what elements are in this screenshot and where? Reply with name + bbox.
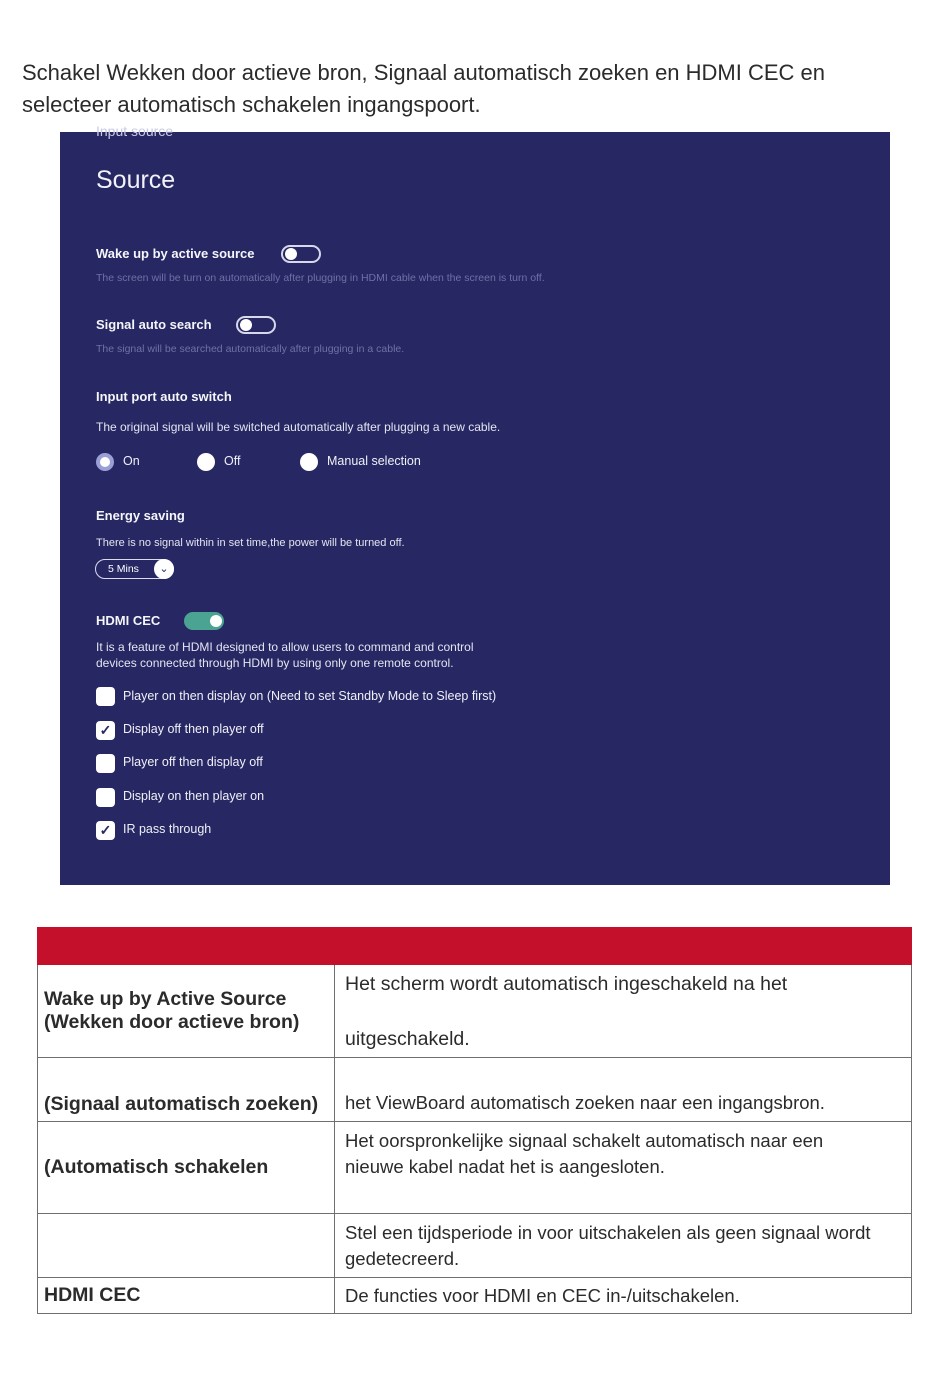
value-line: gedetecreerd.	[345, 1247, 460, 1269]
panel-breadcrumb: Input source	[96, 123, 174, 139]
cec-option-label-4: Display on then player on	[123, 789, 265, 803]
radio-off-label: Off	[224, 454, 241, 468]
cec-option-label-5: IR pass through	[123, 822, 212, 836]
table-row	[38, 1278, 912, 1314]
key-line: Wake up by Active Source	[44, 988, 287, 1010]
signal-label: Signal auto search	[96, 317, 212, 332]
cec-option-label-3: Player off then display off	[123, 755, 263, 769]
signal-toggle[interactable]	[236, 316, 276, 334]
key-line: (Wekken door actieve bron)	[44, 1011, 300, 1033]
check-icon: ✓	[99, 822, 112, 838]
dropdown-value: 5 Mins	[108, 563, 139, 575]
settings-description-table	[37, 927, 912, 1314]
value-line: Stel een tijdsperiode in voor uitschakelen als geen signaal wordt	[345, 1221, 871, 1243]
radio-manual-label: Manual selection	[327, 454, 421, 468]
cec-option-checkbox-2[interactable]	[96, 721, 115, 740]
wake-label: Wake up by active source	[96, 246, 255, 261]
table-key-cell: (Signaal automatisch zoeken)	[38, 1058, 335, 1122]
cec-description-line-2: devices connected through HDMI by using only one remote control.	[96, 656, 454, 670]
cec-label: HDMI CEC	[96, 613, 161, 628]
cec-option-checkbox-1[interactable]	[96, 687, 115, 706]
table-key-cell: HDMI CEC	[38, 1278, 335, 1314]
intro-line-1: Schakel Wekken door actieve bron, Signaal automatisch zoeken en HDMI CEC en	[22, 60, 826, 85]
cec-option-checkbox-4[interactable]	[96, 788, 115, 807]
header-cell	[335, 928, 912, 965]
autoswitch-description: The original signal will be switched automatically after plugging a new cable.	[96, 420, 501, 434]
table-row	[38, 1214, 912, 1278]
toggle-knob	[240, 319, 252, 331]
cec-option-label-2: Display off then player off	[123, 722, 264, 736]
check-icon: ✓	[99, 722, 112, 738]
value-line: Het scherm wordt automatisch ingeschakeld na het	[345, 973, 788, 995]
table-row	[38, 1058, 912, 1122]
toggle-knob	[285, 248, 297, 260]
energy-description: There is no signal within in set time,the power will be turned off.	[96, 537, 405, 549]
table-value-cell	[335, 965, 912, 1058]
energy-label: Energy saving	[96, 508, 185, 523]
cec-description	[96, 639, 474, 671]
table-value-cell	[335, 1214, 912, 1278]
intro-line-2: selecteer automatisch schakelen ingangspoort.	[22, 92, 481, 117]
radio-on[interactable]	[96, 453, 114, 471]
value-line: nieuwe kabel nadat het is aangesloten.	[345, 1156, 665, 1177]
table-header-row	[38, 928, 912, 965]
table-row	[38, 965, 912, 1058]
radio-off[interactable]	[197, 453, 215, 471]
table-key-cell	[38, 965, 335, 1058]
energy-time-dropdown[interactable]	[95, 559, 174, 579]
autoswitch-label: Input port auto switch	[96, 389, 232, 404]
wake-toggle[interactable]	[281, 245, 321, 263]
table-key-cell	[38, 1214, 335, 1278]
source-settings-panel	[60, 123, 890, 885]
table-value-cell	[335, 1122, 912, 1214]
table-row	[38, 1122, 912, 1214]
cec-option-checkbox-3[interactable]	[96, 754, 115, 773]
intro-paragraph	[22, 57, 922, 121]
page-title: Source	[96, 166, 176, 194]
table-value-cell: De functies voor HDMI en CEC in-/uitschakelen.	[335, 1278, 912, 1314]
header-cell	[38, 928, 335, 965]
table-value-cell: het ViewBoard automatisch zoeken naar een ingangsbron.	[335, 1058, 912, 1122]
chevron-down-icon: ⌄	[154, 559, 174, 579]
value-line: uitgeschakeld.	[345, 1028, 470, 1050]
signal-description: The signal will be searched automatically after plugging in a cable.	[96, 343, 405, 355]
cec-toggle[interactable]	[184, 612, 224, 630]
radio-on-label: On	[123, 454, 140, 468]
wake-description: The screen will be turn on automatically after plugging in HDMI cable when the screen is turn off.	[96, 272, 545, 284]
radio-manual[interactable]	[300, 453, 318, 471]
table-key-cell: (Automatisch schakelen	[38, 1122, 335, 1214]
value-line: Het oorspronkelijke signaal schakelt automatisch naar een	[345, 1130, 824, 1151]
toggle-knob	[210, 615, 222, 627]
cec-option-checkbox-5[interactable]	[96, 821, 115, 840]
cec-description-line-1: It is a feature of HDMI designed to allow users to command and control	[96, 640, 474, 654]
cec-option-label-1: Player on then display on (Need to set Standby Mode to Sleep first)	[123, 689, 497, 703]
